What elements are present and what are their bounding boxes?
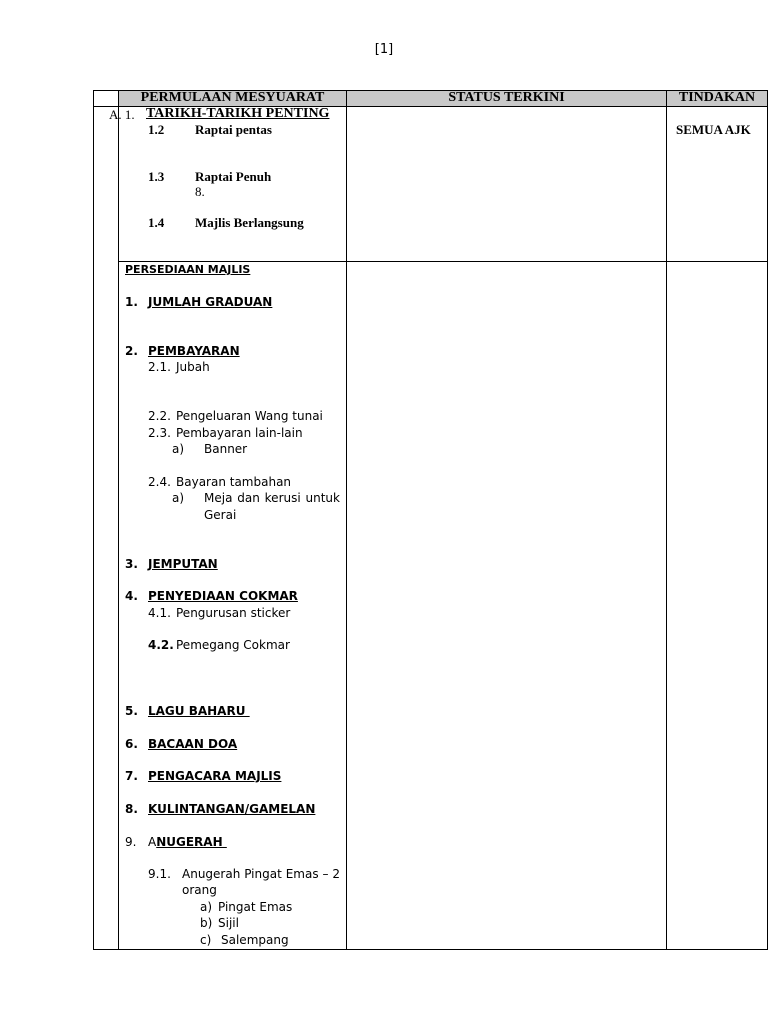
item-2-label: PEMBAYARAN [148, 344, 240, 358]
item-9-label [148, 835, 227, 849]
item-1-4-number: 1.4 [148, 215, 165, 230]
item-9-1-line1: Anugerah Pingat Emas – 2 [182, 867, 340, 881]
item-4-1-number: 4.1. [148, 606, 171, 620]
item-4-2-number: 4.2. [148, 638, 174, 652]
section-b-title: PERSEDIAAN MAJLIS [125, 263, 251, 276]
item-9-1-c-number: c) [200, 933, 212, 947]
item-2-number: 2. [125, 344, 138, 358]
item-2-3-a-number: a) [172, 442, 185, 456]
item-7-label: PENGACARA MAJLIS [148, 769, 282, 783]
item-2-3-a-label: Banner [204, 442, 248, 456]
item-1-number: 1. [125, 295, 138, 309]
item-2-4-a-line2: Gerai [204, 508, 237, 522]
column-divider-1 [118, 90, 119, 950]
section-a-action: SEMUA AJK [676, 122, 751, 137]
item-9-1-b-label: Sijil [218, 916, 239, 930]
item-1-3-number: 1.3 [148, 169, 165, 184]
item-2-2-number: 2.2. [148, 409, 171, 423]
item-8-number: 8. [125, 802, 138, 816]
item-2-4-a-number: a) [172, 491, 185, 505]
item-2-3-label: Pembayaran lain-lain [176, 426, 303, 440]
item-9-1-a-number: a) [200, 900, 213, 914]
item-9-label-rest: NUGERAH [156, 835, 227, 849]
item-4-number: 4. [125, 589, 138, 603]
item-3-number: 3. [125, 557, 138, 571]
item-1-3-label: Raptai Penuh [195, 169, 272, 184]
header-status-terkini: STATUS TERKINI [448, 90, 565, 105]
section-a-title: TARIKH-TARIKH PENTING [146, 106, 330, 121]
item-2-1-number: 2.1. [148, 360, 171, 374]
item-6-number: 6. [125, 737, 138, 751]
item-9-1-b-number: b) [200, 916, 213, 930]
page-number: [1] [374, 42, 394, 57]
item-1-2-number: 1.2 [148, 122, 165, 137]
item-1-label: JUMLAH GRADUAN [148, 295, 273, 309]
item-2-4-a-line1: Meja dan kerusi untuk [204, 491, 340, 505]
item-9-1-a-label: Pingat Emas [218, 900, 293, 914]
item-4-1-label: Pengurusan sticker [176, 606, 291, 620]
item-8-label: KULINTANGAN/GAMELAN [148, 802, 316, 816]
item-5-number: 5. [125, 704, 138, 718]
item-1-2-label: Raptai pentas [195, 122, 272, 137]
item-1-4-label: Majlis Berlangsung [195, 215, 304, 230]
item-2-2-label: Pengeluaran Wang tunai [176, 409, 323, 423]
item-9-1-line2: orang [182, 883, 217, 897]
item-2-4-number: 2.4. [148, 475, 171, 489]
item-9-number: 9. [125, 835, 137, 849]
item-2-1-label: Jubah [176, 360, 210, 374]
item-7-number: 7. [125, 769, 138, 783]
column-divider-2 [346, 90, 347, 950]
item-8-marker: 8. [195, 184, 205, 199]
item-9-1-c-label: Salempang [221, 933, 289, 947]
section-divider [118, 261, 768, 262]
item-2-3-number: 2.3. [148, 426, 171, 440]
section-a-prefix: A. 1. [109, 107, 135, 122]
item-2-4-label: Bayaran tambahan [176, 475, 292, 489]
item-4-label: PENYEDIAAN COKMAR [148, 589, 298, 603]
item-6-label: BACAAN DOA [148, 737, 238, 751]
item-3-label: JEMPUTAN [148, 557, 218, 571]
item-9-label-first: A [148, 835, 157, 849]
item-5-label: LAGU BAHARU [148, 704, 250, 718]
item-9-1-number: 9.1. [148, 867, 171, 881]
header-tindakan: TINDAKAN [678, 90, 756, 105]
column-divider-3 [666, 90, 667, 950]
item-4-2-label: Pemegang Cokmar [176, 638, 290, 652]
header-permulaan-mesyuarat: PERMULAAN MESYUARAT [140, 90, 325, 105]
